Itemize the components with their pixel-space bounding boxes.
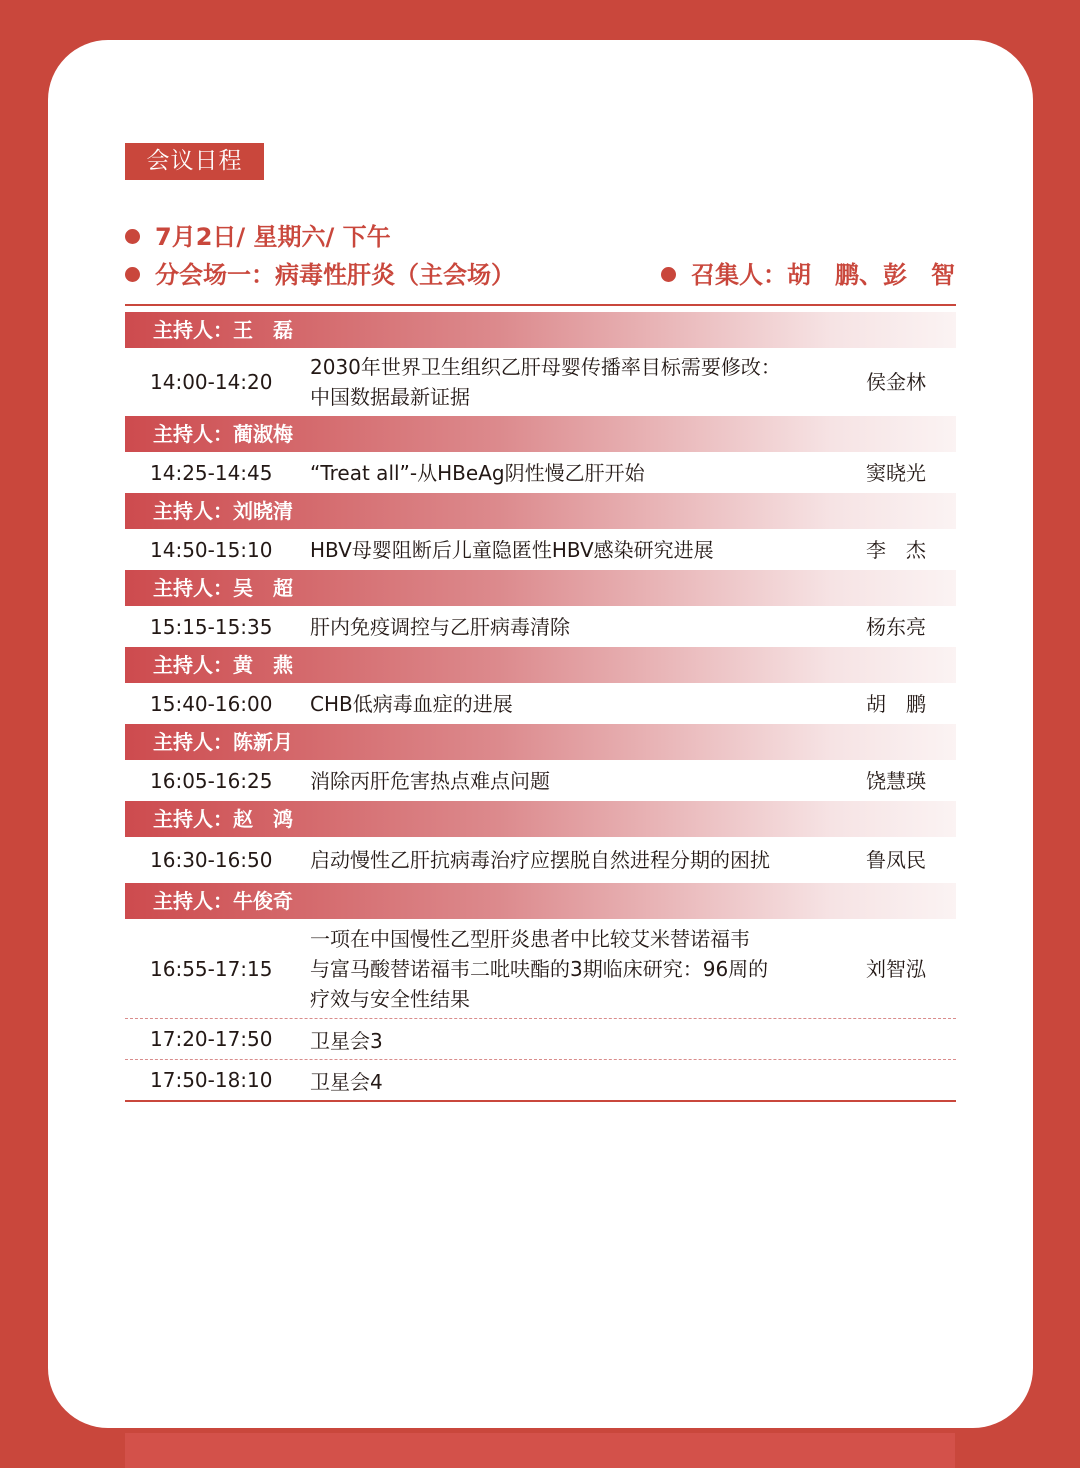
session-speaker: 饶慧瑛 <box>866 768 926 793</box>
satellite-topic: 卫星会3 <box>310 1028 383 1053</box>
host-bar: 主持人：蔺淑梅 <box>125 416 956 452</box>
session-speaker: 鲁凤民 <box>866 848 926 872</box>
bullet-dot-icon <box>661 267 676 282</box>
venue-line <box>125 259 515 291</box>
session-time: 14:25-14:45 <box>150 460 273 485</box>
session-time: 14:00-14:20 <box>150 370 273 394</box>
session-speaker: 李 杰 <box>866 537 926 562</box>
convener-line <box>661 259 955 291</box>
section-label: 会议日程 <box>125 143 264 180</box>
host-bar: 主持人：王 磊 <box>125 312 956 348</box>
venue-text: 分会场一：病毒性肝炎（主会场） <box>155 261 515 289</box>
host-bar: 主持人：赵 鸿 <box>125 801 956 837</box>
session-row <box>125 606 956 647</box>
satellite-row <box>125 1018 956 1059</box>
session-time: 16:30-16:50 <box>150 848 273 872</box>
session-topic: 肝内免疫调控与乙肝病毒清除 <box>310 614 570 639</box>
session-speaker: 窦晓光 <box>866 460 926 485</box>
satellite-row <box>125 1059 956 1100</box>
session-topic: 消除丙肝危害热点难点问题 <box>310 768 550 793</box>
host-bar: 主持人：吴 超 <box>125 570 956 606</box>
host-bar: 主持人：牛俊奇 <box>125 883 956 919</box>
session-time: 14:50-15:10 <box>150 537 273 562</box>
session-speaker: 侯金林 <box>866 370 926 394</box>
session-row <box>125 837 956 883</box>
session-row <box>125 919 956 1018</box>
schedule-table <box>125 312 956 1102</box>
session-row <box>125 348 956 416</box>
bottom-rule <box>125 1100 956 1102</box>
session-time: 15:40-16:00 <box>150 691 273 716</box>
bullet-dot-icon <box>125 267 140 282</box>
session-topic: 一项在中国慢性乙型肝炎患者中比较艾米替诺福韦 与富马酸替诺福韦二吡呋酯的3期临床研究：96周的 疗效与安全性结果 <box>310 926 769 1011</box>
satellite-time: 17:50-18:10 <box>150 1068 273 1092</box>
date-line <box>125 221 391 253</box>
satellite-time: 17:20-17:50 <box>150 1027 273 1051</box>
session-topic: “Treat all”-从HBeAg阴性慢乙肝开始 <box>310 460 645 485</box>
host-bar: 主持人：黄 燕 <box>125 647 956 683</box>
session-speaker: 胡 鹏 <box>866 691 926 716</box>
session-speaker: 杨东亮 <box>866 614 926 639</box>
satellite-topic: 卫星会4 <box>310 1069 383 1094</box>
session-topic: CHB低病毒血症的进展 <box>310 691 513 716</box>
convener-text: 召集人：胡 鹏、彭 智 <box>691 261 955 289</box>
session-row <box>125 529 956 570</box>
date-text: 7月2日/ 星期六/ 下午 <box>155 223 391 251</box>
session-speaker: 刘智泓 <box>866 956 926 981</box>
session-time: 15:15-15:35 <box>150 614 273 639</box>
session-topic: 2030年世界卫生组织乙肝母婴传播率目标需要修改： 中国数据最新证据 <box>310 355 781 409</box>
bullet-dot-icon <box>125 229 140 244</box>
session-time: 16:55-17:15 <box>150 956 273 981</box>
session-topic: HBV母婴阻断后儿童隐匿性HBV感染研究进展 <box>310 537 714 562</box>
bottom-tab-decoration <box>125 1433 955 1468</box>
host-bar: 主持人：陈新月 <box>125 724 956 760</box>
session-row <box>125 760 956 801</box>
header-rule <box>125 304 956 306</box>
session-row <box>125 683 956 724</box>
session-row <box>125 452 956 493</box>
session-time: 16:05-16:25 <box>150 768 273 793</box>
session-topic: 启动慢性乙肝抗病毒治疗应摆脱自然进程分期的困扰 <box>310 848 770 872</box>
host-bar: 主持人：刘晓清 <box>125 493 956 529</box>
